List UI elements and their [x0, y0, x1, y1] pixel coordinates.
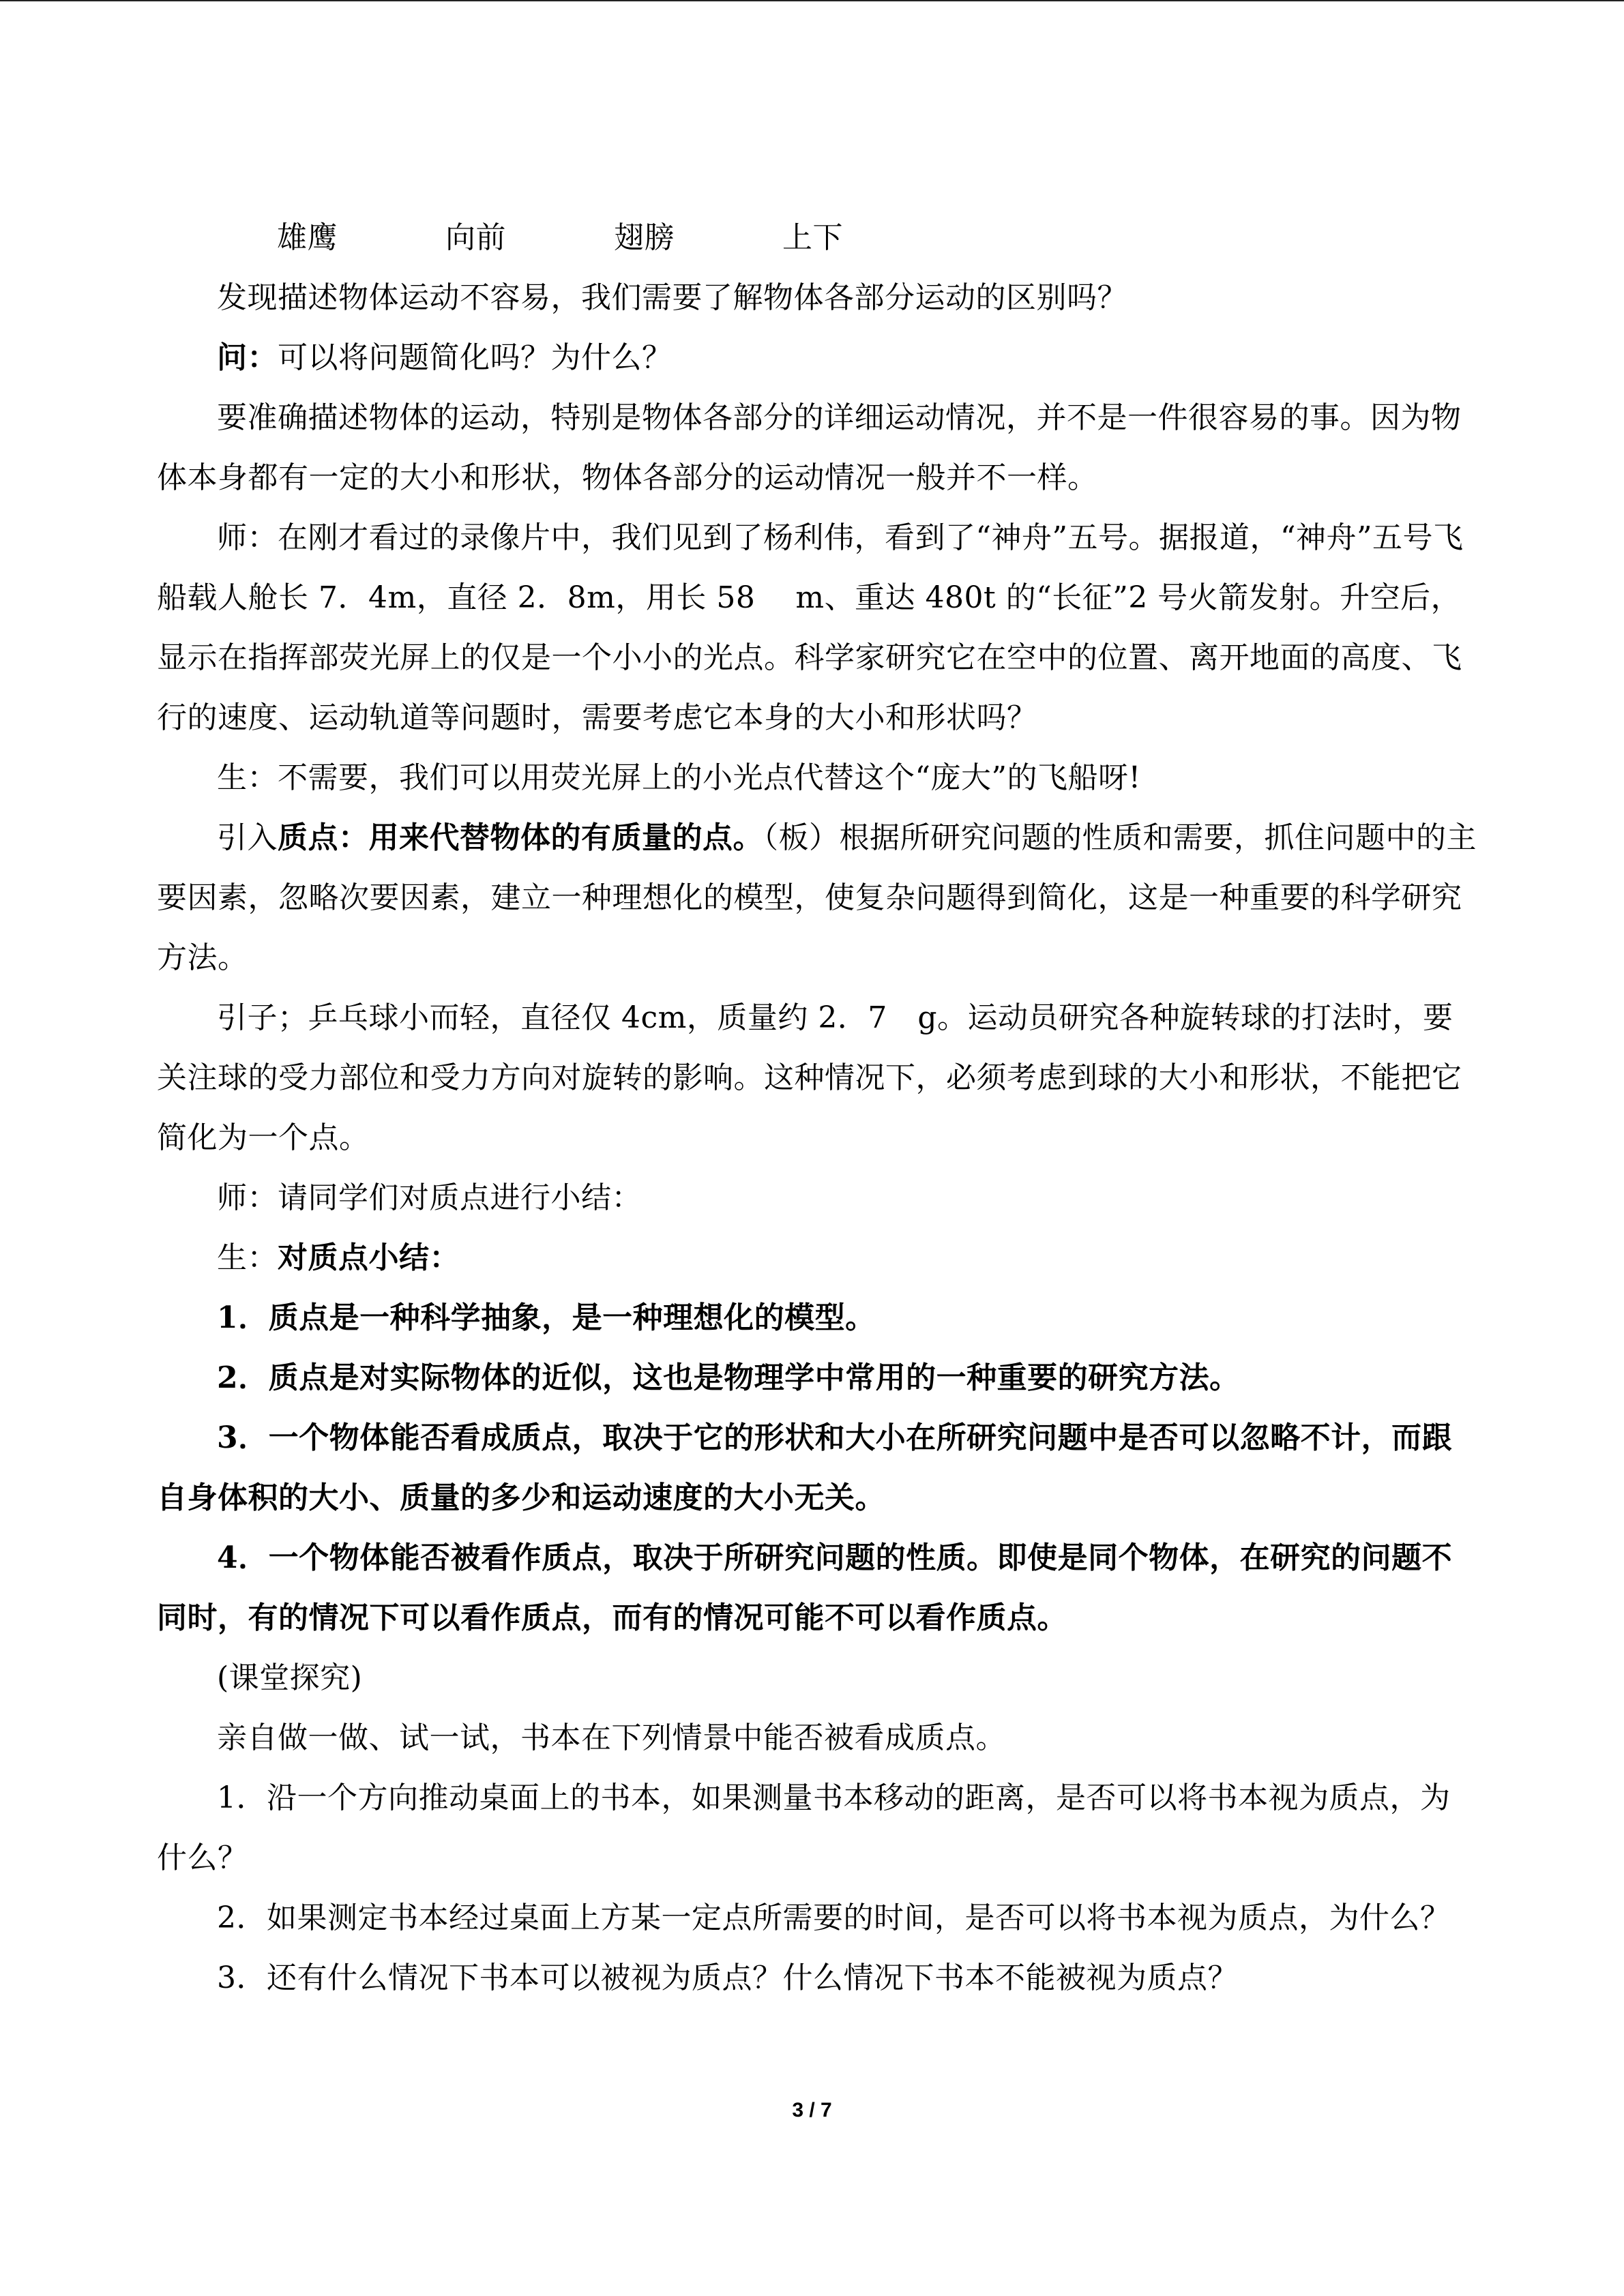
bird-word-eagle: 雄鹰 — [277, 220, 338, 255]
intro-word: 引入 — [217, 820, 278, 855]
paragraph-classroom-inquiry: (课堂探究) — [217, 1660, 363, 1695]
paragraph-question — [157, 328, 1477, 388]
top-border-line — [0, 0, 1624, 1]
question-item-3: 3．还有什么情况下书本可以被视为质点？什么情况下书本不能被视为质点？ — [217, 1960, 1238, 1995]
paragraph-3: 要准确描述物体的运动，特别是物体各部分的详细运动情况，并不是一件很容易的事。因为物体本身都有一定的大小和形状，物体各部分的运动情况一般并不一样。 — [157, 400, 1462, 495]
bird-word-forward: 向前 — [445, 220, 506, 255]
paragraph-ping-pong: 引子；乒乓球小而轻，直径仅 4cm，质量约 2．7 g。运动员研究各种旋转球的打法时，要关注球的受力部位和受力方向对旋转的影响。这种情况下，必须考虑到球的大小和形状，不能把它简化为一个点。 — [157, 1000, 1462, 1155]
student-label: 生： — [217, 1240, 278, 1275]
paragraph-1: 发现描述物体运动不容易，我们需要了解物体各部分运动的区别吗？ — [217, 280, 1127, 315]
definition-explanation: （板）根据所研究问题的性质和需要，抓住问题中的主要因素，忽略次要因素，建立一种理想化的模型，使复杂问题得到简化，这是一种重要的科学研究方法。 — [157, 820, 1477, 975]
question-label: 问： — [217, 340, 278, 375]
paragraph-teacher-summary-request: 师：请同学们对质点进行小结： — [217, 1180, 642, 1215]
bird-word-updown: 上下 — [782, 220, 843, 255]
question-text: 可以将问题简化吗？为什么？ — [278, 340, 673, 375]
mass-point-definition: 质点：用来代替物体的有质量的点。 — [278, 820, 763, 855]
paragraph-teacher-shenzhou: 师：在刚才看过的录像片中，我们见到了杨利伟，看到了“神舟”五号。据报道，“神舟”五号飞船载人舱长 7．4m，直径 2．8m，用长 58 m、重达 480t 的“长征”2 号火箭发射。升空后，显示在指挥部荧光屏上的仅是一个小小的光点。科学家研究它在空中的位置、离开地面的高度、飞行的速度、运动轨道等问题时，需要考虑它本身的大小和形状吗？ — [157, 520, 1464, 735]
paragraph-mass-point-definition — [157, 808, 1477, 988]
document-body — [157, 208, 1477, 2008]
summary-item-2: 2．质点是对实际物体的近似，这也是物理学中常用的一种重要的研究方法。 — [217, 1360, 1240, 1395]
paragraph-try-it: 亲自做一做、试一试，书本在下列情景中能否被看成质点。 — [217, 1720, 1006, 1755]
paragraph-student-summary — [157, 1228, 1477, 1288]
paragraph-student-answer: 生：不需要，我们可以用荧光屏上的小光点代替这个“庞大”的飞船呀! — [217, 760, 1141, 795]
summary-heading: 对质点小结： — [278, 1240, 460, 1275]
summary-item-1: 1．质点是一种科学抽象，是一种理想化的模型。 — [217, 1300, 876, 1335]
summary-item-4: 4．一个物体能否被看作质点，取决于所研究问题的性质。即使是同个物体，在研究的问题不同时，有的情况下可以看作质点，而有的情况可能不可以看作质点。 — [157, 1540, 1453, 1635]
question-item-1: 1．沿一个方向推动桌面上的书本，如果测量书本移动的距离，是否可以将书本视为质点，为什么？ — [157, 1780, 1451, 1875]
birds-line — [157, 208, 1477, 268]
summary-item-3: 3．一个物体能否看成质点，取决于它的形状和大小在所研究问题中是否可以忽略不计，而跟自身体积的大小、质量的多少和运动速度的大小无关。 — [157, 1420, 1453, 1515]
bird-word-wings: 翅膀 — [614, 220, 675, 255]
question-item-2: 2．如果测定书本经过桌面上方某一定点所需要的时间，是否可以将书本视为质点，为什么？ — [217, 1900, 1451, 1935]
page-number: 3 / 7 — [792, 2099, 832, 2121]
